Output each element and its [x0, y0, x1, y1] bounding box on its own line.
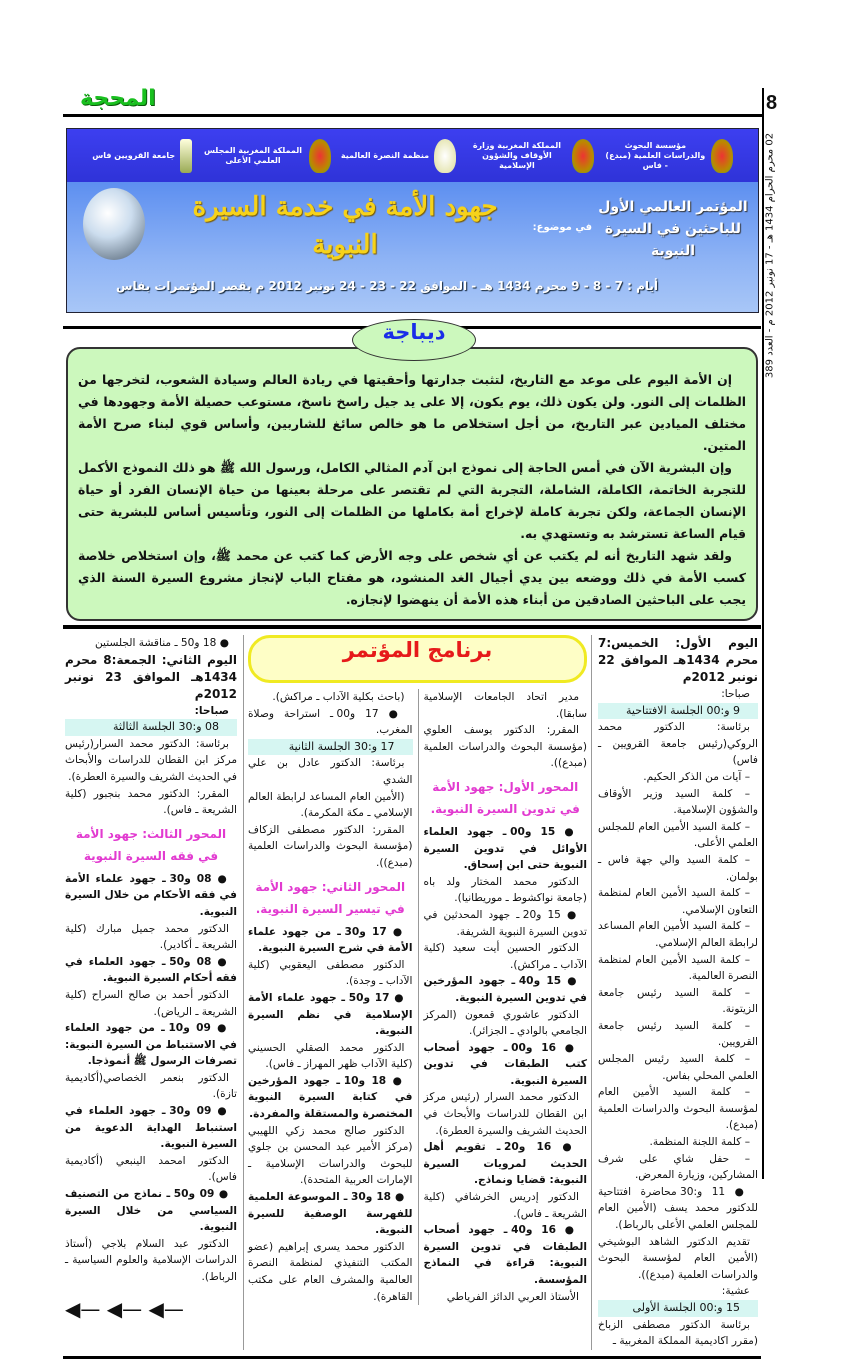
preamble-box — [66, 347, 758, 621]
program-text: الدكتور أحمد بن صالح السراح (كلية الشريعة ـ الرياض). — [65, 988, 237, 1018]
program-text: ● 15 و20 ـ جهود المحدثين في تدوين السيرة النبوية الشريفة. — [423, 908, 587, 938]
program-column — [418, 689, 588, 1305]
program-text: مدير اتحاد الجامعات الإسلامية سابقا). — [423, 691, 587, 720]
conference-name: المؤتمر العالمي الأول للباحثين في السيرة النبوية — [598, 199, 748, 259]
preamble-paragraph: وإن البشرية الآن في أمس الحاجة إلى نموذج ابن آدم المثالي الكامل، ورسول الله ﷺ هو ذلك النموذج الأكمل للتجربة الخاتمة، الكاملة، الشاملة، التجربة التي لم تقتصر على مرحلة بعينها من حياة الإنسان الفرد أو حياة الإنسان الجماعة، ولكن تجربة كاملة لإخراج أمة بكاملها من الظلمات إلى النور، وتأسيس أساس للبشرية حتى قيام الساعة تسترشد به وتستهدي به. — [78, 460, 746, 541]
program-text: الدكتور محمد السرار (رئيس مركز ابن القطان للدراسات والأبحاث في الحديث الشريف والسيرة العطرة). — [423, 1091, 587, 1137]
header-rule — [63, 114, 763, 117]
coat-of-arms-icon — [309, 139, 331, 173]
day-heading: اليوم الأول: الخميس:7 محرم 1434هـ الموافق 22 نونبر 2012م — [598, 636, 758, 684]
conference-dates: أيام : 7 - 8 - 9 محرم 1434 هـ - الموافق 22 - 23 - 24 نونبر 2012 م بقصر المؤتمرات بفاس — [115, 279, 659, 293]
organizer-logo — [341, 139, 456, 173]
program-text: الدكتور الحسين أيت سعيد (كلية الآداب ـ مراكش). — [423, 942, 587, 971]
program-text: الدكتور محمد الصقلي الحسيني (كلية الآداب ظهر المهراز ـ فاس). — [248, 1041, 413, 1071]
program-column — [598, 635, 758, 1350]
lower-section — [63, 320, 761, 1359]
footer-rule — [63, 1356, 761, 1359]
program-column-wrap — [591, 635, 761, 1350]
program-text: ● 18 و50 ـ مناقشة الجلستين — [94, 637, 229, 649]
program-item: ● 17 و50 ـ جهود علماء الأمة الإسلامية في نظم السيرة النبوية. — [248, 991, 413, 1038]
program-text: برئاسة الدكتور مصطفى الزباخ (مقرر اكاديمية المملكة المغربية ـ — [598, 1318, 758, 1348]
program-text: – كلمة السيد وزير الأوقاف والشؤون الإسلامية. — [598, 787, 758, 817]
topic-label: في موضوع: — [532, 222, 592, 233]
program-text: (الأمين العام المساعد لرابطة العالم الإسلامي ـ مكة المكرمة). — [248, 790, 413, 820]
program-middle — [243, 635, 591, 1350]
day-heading: اليوم الثاني: الجمعة:8 محرم 1434هـ الموافق 23 نونبر 2012م — [65, 652, 237, 701]
program-text: الدكتور إدريس الخرشافي (كلية الشريعة ـ فاس). — [423, 1191, 587, 1220]
program-text: الأستاذ العربي الدائز الفرياطي — [446, 1290, 579, 1303]
page-number: 8 — [766, 92, 778, 114]
program-text: برئاسة: الدكتور محمد الروكي(رئيس جامعة القرويين ـ فاس) — [598, 721, 758, 767]
organizer-logo — [466, 139, 594, 173]
program-text: – كلمة اللجنة المنظمة. — [649, 1136, 750, 1149]
program-item: ● 15 و40 ـ جهود المؤرخين في تدوين السيرة النبوية. — [423, 975, 587, 1004]
program-text: الدكتور مصطفى اليعقوبي (كلية الآداب ـ وجدة). — [248, 958, 413, 988]
program-text: المقرر: الدكتور محمد بنجبور (كلية الشريعة ـ فاس). — [65, 787, 237, 817]
axis-heading: المحور الثالث: جهود الأمة في فقه السيرة النبوية — [75, 826, 227, 863]
program-text: الدكتور محمد المختار ولد باه (جامعة نواكشوط ـ موريطانيا). — [423, 875, 587, 905]
program-column — [248, 689, 418, 1305]
program-text: – كلمة السيد والي جهة فاس ـ بولمان. — [598, 853, 758, 883]
program-item: ● 18 و30 ـ الموسوعة العلمية للفهرسة الوصفية للسيرة النبوية. — [248, 1191, 413, 1237]
axis-heading: المحور الأول: جهود الأمة في تدوين السيرة النبوية. — [430, 779, 580, 816]
program-text: (باحث بكلية الآداب ـ مراكش). — [272, 691, 405, 703]
program-text: ● 11 و:30 محاضرة افتتاحية للدكتور محمد يسف (الأمين العام للمجلس العلمي الأعلى بالرباط). — [598, 1185, 758, 1231]
program-text: الدكتور محمد جميل مبارك (كلية الشريعة ـ أكادير). — [65, 922, 237, 952]
continue-arrows-icon: ◀— ◀— ◀— — [65, 1296, 184, 1321]
section-rule — [63, 625, 761, 629]
preamble-paragraph: ولقد شهد التاريخ أنه لم يكتب عن أي شخص على وجه الأرض كما كتب عن محمد ﷺ، وإن استخلاص خلاصة كسب الأمة في ذلك ووضعه بين يدي أجيال الغد المنشود، هو مفتاح الباب لإنجاز مشروع السيرة السنة الذي يجب على الباحثين الصادقين من أبناء هذه الأمة أن ينهضوا لإنجازه. — [78, 548, 746, 607]
organizer-name: المملكة المغربية وزارة الأوقاف والشؤون الإسلامية — [472, 140, 562, 170]
program-text: – كلمة السيد الأمين العام المساعد لرابطة العالم الإسلامي. — [598, 920, 758, 949]
emblem-icon — [711, 139, 733, 173]
program-text: – كلمة السيد الأمين العام لمنظمة النصرة العالمية. — [598, 953, 758, 983]
program-text: ● 17 و00 ـ استراحة وصلاة المغرب. — [248, 707, 413, 737]
program-text: برئاسة: الدكتور محمد السرار(رئيس مركز ابن القطان للدراسات والأبحاث في الحديث الشريف والسيرة العطرة). — [65, 737, 237, 783]
program-text: – كلمة السيد رئيس جامعة الزيتونة. — [598, 986, 758, 1016]
minaret-icon — [180, 139, 192, 173]
program-item: ● 18 و10 ـ جهود المؤرخين في كتابة السيرة النبوية المختصرة والمستقلة والمفردة. — [248, 1074, 413, 1121]
program-item: صباحا: — [194, 704, 229, 717]
program-text: الدكتور عبد السلام بلاجي (أستاذ الدراسات الإسلامية والعلوم السياسية ـ الرباط). — [65, 1237, 237, 1283]
program-item: ● 08 و30 ـ جهود علماء الأمة في فقه الأحكام من خلال السيرة النبوية. — [65, 872, 237, 918]
program-item: ● 08 و50 ـ جهود العلماء في فقه أحكام السيرة النبوية. — [65, 955, 237, 985]
program-grid — [63, 635, 761, 1350]
program-item: ● 16 و00 ـ جهود أصحاب كتب الطبقات في تدوين السيرة النبوية. — [423, 1041, 587, 1087]
issue-info: 02 محرم الحرام 1434 هـ - 17 نونبر 2012 م - العدد 389 — [764, 132, 776, 379]
program-item: ● 17 و30 ـ من جهود علماء الأمة في شرح السيرة النبوية. — [248, 925, 413, 955]
organizer-logo — [605, 139, 733, 173]
program-text: – حفل شاي على شرف المشاركين، وزيارة المعرض. — [598, 1152, 758, 1182]
program-text: الدكتور بنعمر الخصاصي(أكاديمية تازة). — [65, 1071, 237, 1101]
axis-heading: المحور الثاني: جهود الأمة في تيسير السيرة النبوية. — [255, 879, 406, 916]
emblem-icon — [434, 139, 456, 173]
globe-icon — [83, 188, 145, 260]
organizer-name: مؤسسة البحوث والدراسات العلمية (مبدع) - فاس — [605, 140, 706, 170]
program-text: الدكتور امحمد الينبعي (أكاديمية فاس). — [65, 1154, 237, 1184]
conference-banner — [66, 128, 759, 313]
session-heading: 9 و:00 الجلسة الافتتاحية — [598, 703, 758, 720]
organizer-logo — [92, 139, 192, 173]
session-heading: 08 و:30 الجلسة الثالثة — [65, 719, 237, 736]
program-text: الدكتور عاشوري قمعون (المركز الجامعي بالوادي ـ الجزائر). — [423, 1008, 587, 1038]
session-heading: 15 و:00 الجلسة الأولى — [598, 1300, 758, 1317]
program-text: – كلمة السيد الأمين العام للمجلس العلمي الأعلى. — [598, 820, 758, 850]
preamble — [66, 320, 758, 621]
program-text: صباحا: — [721, 688, 750, 700]
program-text: المقرر: الدكتور مصطفى الزكاف (مؤسسة البحوث والدراسات العلمية (مبدع)). — [248, 823, 413, 869]
program-text: – كلمة السيد الأمين العام لمنظمة التعاون الإسلامي. — [598, 887, 758, 916]
program-item: ● 09 و50 ـ نماذج من التصنيف السياسي من خلال السيرة النبوية. — [65, 1188, 237, 1234]
program-text: – آيات من الذكر الحكيم. — [643, 770, 750, 783]
banner-title-area — [67, 182, 758, 313]
masthead-logo: المحجة — [80, 86, 156, 111]
program-text: – كلمة السيد الأمين العام لمؤسسة البحوث والدراسات العلمية (مبدع). — [598, 1086, 758, 1132]
preamble-paragraph: إن الأمة اليوم على موعد مع التاريخ، لتثبت جدارتها وأحقيتها في ريادة العالم وسيادة الشعوب، لتخرجها من الظلمات إلى النور. ولن يكون ذلك، يوم يكون، إلا على يد جيل راسخ ناسخ، مستوعب حصيلة الأمة وجهودها في مختلف الميادين عبر التاريخ، من أجل استخلاص ما هو خالص سائغ للشاربين، وأساس قوي لبناء صرح الأمة المتين. — [78, 372, 746, 453]
preamble-title: ديباجة — [352, 319, 476, 361]
program-item: ● 16 و20 ـ تقويم أهل الحديث لمرويات السيرة النبوية: قضايا ونماذج. — [423, 1141, 587, 1187]
program-title: برنامج المؤتمر — [248, 635, 587, 683]
program-text: الدكتور محمد يسرى إبراهيم (عضو المكتب التنفيذي لمنظمة النصرة العالمية والمشرف العام على مكتب القاهرة). — [248, 1240, 413, 1303]
program-middle-columns — [248, 689, 587, 1305]
organizer-name: جامعة القرويين فاس — [92, 150, 176, 160]
organizer-name: المملكة المغربية المجلس العلمي الأعلى — [204, 145, 302, 165]
session-heading: 17 و:30 الجلسة الثانية — [248, 739, 413, 756]
program-text: الدكتور صالح محمد زكي اللهيبي (مركز الأمير عبد المحسن بن جلوي للبحوث والدراسات الإسلامية ـ الإمارات العربية المتحدة). — [248, 1124, 413, 1187]
program-item: ● 09 و10 ـ من جهود العلماء في الاستنباط من السيرة النبوية: تصرفات الرسول ﷺ أنموذجا. — [65, 1022, 237, 1068]
program-text: – كلمة السيد رئيس المجلس العلمي المحلي بفاس. — [598, 1053, 758, 1082]
program-text: تقديم الدكتور الشاهد البوشيخي (الأمين العام لمؤسسة البحوث والدراسات العلمية (مبدع)). — [598, 1235, 758, 1281]
organizers-bar — [67, 129, 758, 182]
program-item: ● 09 و30 ـ جهود العلماء في استنباط الهداية الدعوية من السيرة النبوية. — [65, 1105, 237, 1151]
program-column-wrap — [63, 635, 243, 1350]
program-item: ● 15 و00 ـ جهود العلماء الأوائل في تدوين السيرة النبوية حتى ابن إسحاق. — [423, 825, 587, 872]
coat-of-arms-icon — [572, 139, 594, 173]
program-text: المقرر: الدكتور يوسف العلوي (مؤسسة البحوث والدراسات العلمية (مبدع)). — [423, 724, 587, 770]
program-text: برئاسة: الدكتور عادل بن علي الشدي — [248, 757, 413, 786]
program-text: عشية: — [721, 1285, 750, 1298]
program-text: – كلمة السيد رئيس جامعة القرويين. — [598, 1019, 758, 1049]
program-column — [65, 635, 237, 1286]
organizer-name: منظمة النصرة العالمية — [340, 150, 430, 160]
organizer-logo — [203, 139, 331, 173]
conference-title: جهود الأمة في خدمة السيرة النبوية — [192, 192, 498, 260]
program-item: ● 16 و40 ـ جهود أصحاب الطبقات في تدوين السيرة النبوية: قراءة في النماذج المؤسسة. — [423, 1224, 587, 1286]
